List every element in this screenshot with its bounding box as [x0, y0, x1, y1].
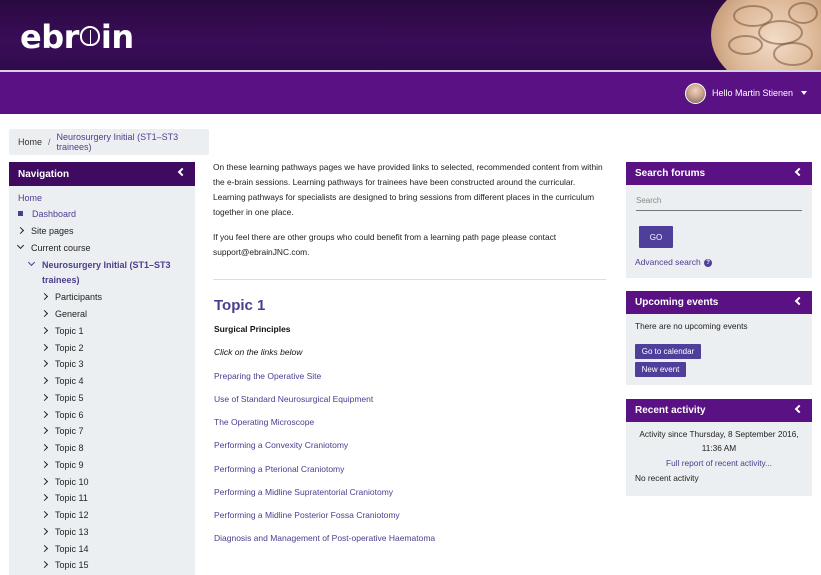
chevron-down-icon	[17, 242, 24, 249]
brain-image	[703, 0, 821, 70]
search-forums-header	[626, 162, 812, 185]
lesson-link[interactable]: Performing a Midline Posterior Fossa Craniotomy	[214, 510, 400, 520]
collapse-block-icon[interactable]	[178, 168, 186, 176]
scroll-fade	[195, 545, 625, 575]
breadcrumb-separator: /	[48, 137, 51, 147]
nav-item-dashboard[interactable]: Dashboard	[18, 209, 76, 219]
no-events-text: There are no upcoming events	[635, 321, 748, 331]
navigation-block	[9, 162, 195, 575]
nav-item-course-label-cont[interactable]: trainees)	[42, 275, 80, 285]
chevron-right-icon	[17, 227, 24, 234]
recent-activity-header	[626, 399, 812, 422]
activity-since-line-1: Activity since Thursday, 8 September 2016,	[639, 429, 799, 439]
search-go-button[interactable]: GO	[639, 226, 673, 248]
chevron-right-icon	[41, 310, 48, 317]
nav-item-participants[interactable]: Participants	[42, 292, 102, 302]
nav-item-topic-7[interactable]: Topic 7	[42, 426, 84, 436]
nav-item-topic-12[interactable]: Topic 12	[42, 510, 89, 520]
chevron-right-icon	[41, 293, 48, 300]
caret-down-icon[interactable]	[801, 91, 807, 95]
search-forums-title: Search forums	[635, 168, 706, 179]
chevron-right-icon	[41, 545, 48, 552]
recent-activity-block	[626, 399, 812, 496]
breadcrumb-home[interactable]: Home	[18, 137, 43, 147]
top-navbar	[0, 72, 821, 114]
nav-item-course-neurosurgery-initial[interactable]: Neurosurgery Initial (ST1–ST3	[29, 260, 171, 270]
chevron-right-icon	[41, 444, 48, 451]
chevron-right-icon	[41, 528, 48, 535]
search-forums-block	[626, 162, 812, 278]
lesson-link[interactable]: Diagnosis and Management of Post-operative Haematoma	[214, 533, 436, 543]
intro-paragraph-2: If you feel there are other groups who could benefit from a learning path page please contact support@ebrainJNC.com.	[213, 232, 557, 257]
chevron-right-icon	[41, 327, 48, 334]
click-instruction: Click on the links below	[214, 347, 303, 357]
lesson-link[interactable]: Performing a Convexity Craniotomy	[214, 440, 349, 450]
topic-title: Topic 1	[214, 297, 266, 314]
nav-item-topic-5[interactable]: Topic 5	[42, 393, 84, 403]
lesson-link[interactable]: Performing a Midline Supratentorial Craniotomy	[214, 487, 394, 497]
chevron-right-icon	[41, 411, 48, 418]
breadcrumb	[9, 129, 209, 155]
topic-subheading: Surgical Principles	[214, 324, 291, 334]
chevron-right-icon	[41, 344, 48, 351]
nav-item-general[interactable]: General	[42, 309, 87, 319]
lesson-link[interactable]: Preparing the Operative Site	[214, 371, 322, 381]
brain-logo-icon	[80, 26, 100, 46]
nav-item-topic-15[interactable]: Topic 15	[42, 560, 89, 570]
nav-item-topic-8[interactable]: Topic 8	[42, 443, 84, 453]
activity-since-line-2: 11:36 AM	[701, 443, 737, 453]
upcoming-events-header	[626, 291, 812, 314]
nav-item-topic-2[interactable]: Topic 2	[42, 343, 84, 353]
chevron-right-icon	[41, 360, 48, 367]
chevron-right-icon	[41, 461, 48, 468]
nav-item-topic-13[interactable]: Topic 13	[42, 527, 89, 537]
breadcrumb-current-course[interactable]: Neurosurgery Initial (ST1–ST3 trainees)	[56, 132, 179, 152]
chevron-right-icon	[41, 478, 48, 485]
nav-item-current-course[interactable]: Current course	[18, 243, 91, 253]
recent-activity-title: Recent activity	[635, 405, 706, 416]
nav-item-topic-3[interactable]: Topic 3	[42, 359, 84, 369]
help-icon[interactable]: ?	[704, 259, 712, 267]
user-avatar[interactable]	[685, 83, 706, 104]
chevron-right-icon	[41, 494, 48, 501]
chevron-right-icon	[41, 377, 48, 384]
lesson-link[interactable]: Use of Standard Neurosurgical Equipment	[214, 394, 374, 404]
lesson-link[interactable]: The Operating Microscope	[214, 417, 315, 427]
nav-item-topic-1[interactable]: Topic 1	[42, 326, 84, 336]
chevron-right-icon	[41, 561, 48, 568]
user-greeting[interactable]: Hello Martin Stienen	[711, 88, 793, 98]
search-placeholder: Search	[636, 196, 662, 205]
nav-item-site-pages[interactable]: Site pages	[18, 226, 74, 236]
content-divider	[213, 279, 606, 280]
nav-item-topic-9[interactable]: Topic 9	[42, 460, 84, 470]
navigation-title: Navigation	[18, 168, 70, 180]
lesson-link[interactable]: Performing a Pterional Craniotomy	[214, 464, 345, 474]
collapse-block-icon[interactable]	[795, 297, 803, 305]
site-header-banner	[0, 0, 821, 70]
nav-item-topic-11[interactable]: Topic 11	[42, 493, 88, 503]
navigation-header	[9, 162, 195, 186]
chevron-right-icon	[41, 511, 48, 518]
intro-paragraph-1: On these learning pathways pages we have provided links to selected, recommended content from within the e-brain sessions. Learning pathways for trainees have been constructed around the curricular. Learning pathways for specialists are designed to bring sessions from different places in the curriculum together in one place.	[213, 162, 603, 217]
dashboard-icon	[18, 211, 23, 216]
nav-item-topic-10[interactable]: Topic 10	[42, 477, 89, 487]
upcoming-events-title: Upcoming events	[635, 297, 719, 308]
upcoming-events-block	[626, 291, 812, 385]
advanced-search-link[interactable]: Advanced search ?	[635, 257, 712, 267]
nav-item-topic-4[interactable]: Topic 4	[42, 376, 84, 386]
chevron-right-icon	[41, 427, 48, 434]
full-report-link[interactable]: Full report of recent activity...	[666, 458, 772, 468]
nav-item-topic-6[interactable]: Topic 6	[42, 410, 84, 420]
no-recent-activity-text: No recent activity	[635, 473, 699, 483]
collapse-block-icon[interactable]	[795, 405, 803, 413]
collapse-block-icon[interactable]	[795, 168, 803, 176]
nav-item-topic-14[interactable]: Topic 14	[42, 544, 89, 554]
user-menu[interactable]	[685, 81, 807, 105]
chevron-down-icon	[28, 259, 35, 266]
search-forums-input[interactable]	[636, 192, 802, 211]
chevron-right-icon	[41, 394, 48, 401]
nav-item-home[interactable]: Home	[18, 193, 43, 203]
intro-text	[213, 160, 608, 270]
new-event-button[interactable]: New event	[635, 362, 686, 377]
ebrain-logo[interactable]: ebr in	[20, 18, 134, 56]
go-to-calendar-button[interactable]: Go to calendar	[635, 344, 701, 359]
